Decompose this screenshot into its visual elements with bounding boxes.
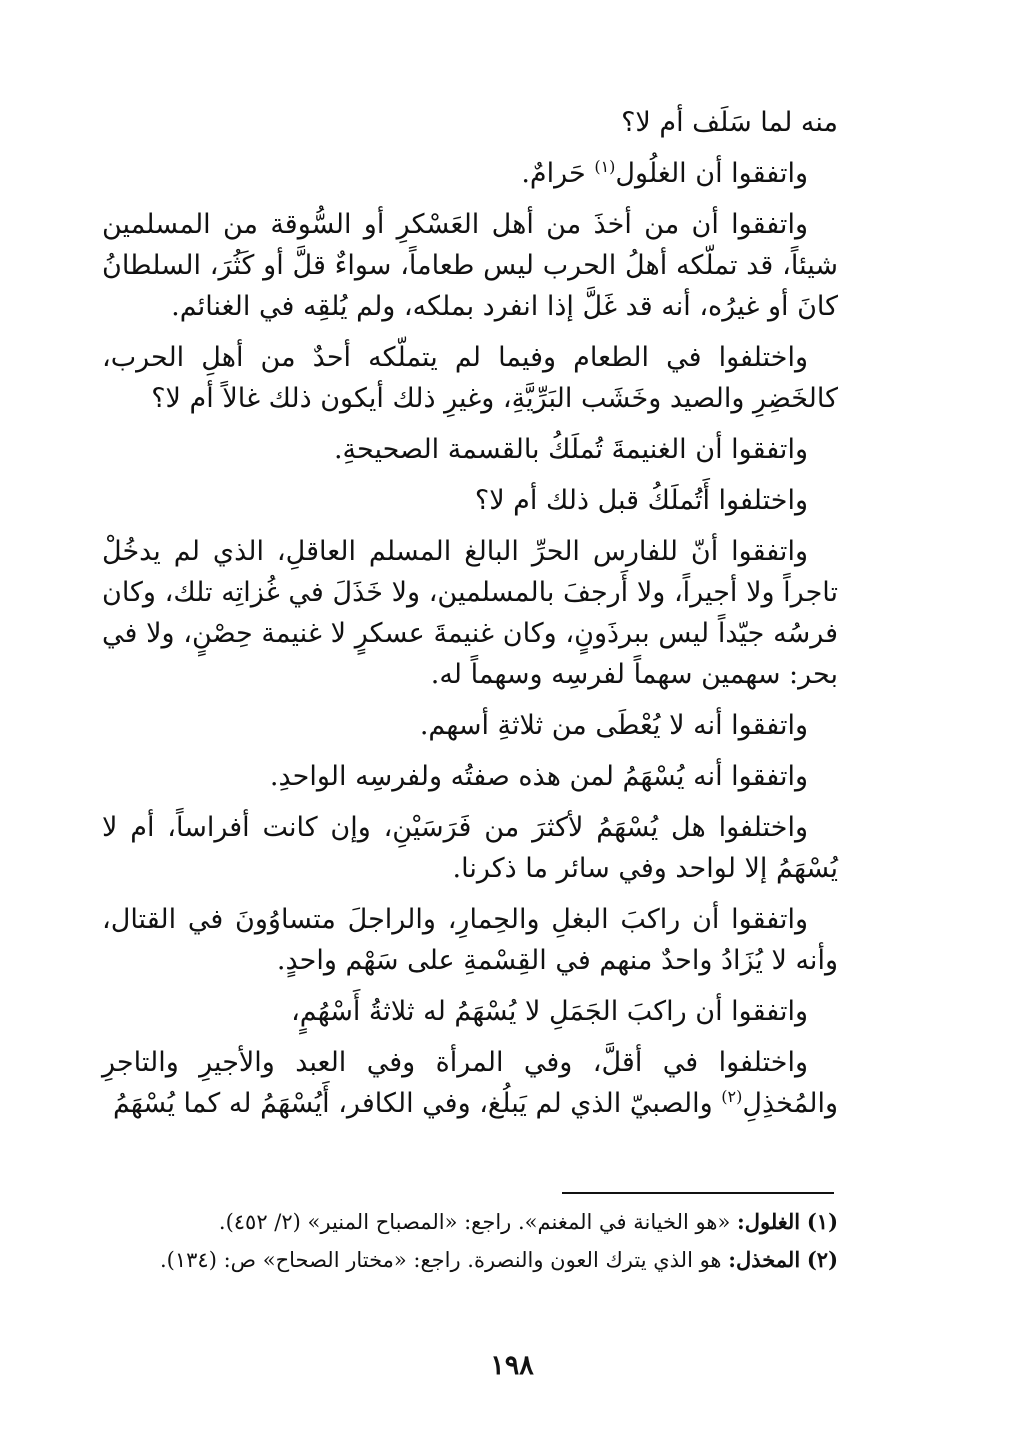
- page-number: ١٩٨: [490, 1350, 534, 1381]
- footnote-text: هو الذي يترك العون والنصرة. راجع: «مختار الصحاح» ص: (١٣٤).: [160, 1248, 729, 1272]
- paragraph-text: والصبيّ الذي لم يَبلُغ، وفي الكافر، أَيُسْهَمُ له كما يُسْهَمُ: [112, 1088, 722, 1119]
- paragraph: منه لما سَلَف أم لا؟: [621, 107, 838, 138]
- footnote-text: «هو الخيانة في المغنم». راجع: «المصباح المنير» (٢/ ٤٥٢).: [218, 1210, 737, 1234]
- paragraph: واتفقوا أنه لا يُعْطَى من ثلاثةِ أسهم.: [419, 710, 808, 741]
- paragraph: واتفقوا أنه يُسْهَمُ لمن هذه صفتُه ولفرسِه الواحدِ.: [269, 761, 808, 792]
- paragraph: [102, 153, 838, 194]
- footnote-reference[interactable]: (١): [594, 157, 616, 176]
- footnote-term: الغلول:: [736, 1209, 801, 1234]
- paragraph: واتفقوا أن راكبَ البغلِ والحِمارِ، والراجلَ متساوُونَ في القتال، وأنه لا يُزَادُ واحدٌ منهم في القِسْمةِ على سَهْم واحدٍ.: [102, 904, 838, 976]
- footnote: [100, 1244, 838, 1276]
- paragraph: [102, 1042, 838, 1124]
- footnote-divider: [562, 1192, 834, 1194]
- paragraph: واتفقوا أنّ للفارس الحرِّ البالغ المسلم العاقلِ، الذي لم يدخُلْ تاجراً ولا أجيراً، ولا أَرجفَ بالمسلمين، ولا خَذَلَ في غُزاتِه تلك، وكان فرسُه جيّداً ليس ببرذَونٍ، وكان غنيمةَ عسكرٍ لا غنيمة حِصْنٍ، ولا في بحر: سهمين سهماً لفرسِه وسهماً له.: [102, 536, 838, 690]
- paragraph: واختلفوا في الطعام وفيما لم يتملّكه أحدٌ من أهلِ الحرب، كالخَضِرِ والصيد وخَشَب البَرِّيَّةِ، وغيرِ ذلك أيكون ذلك غالاً أم لا؟: [102, 342, 838, 414]
- paragraph-text: حَرامٌ.: [521, 158, 595, 189]
- paragraph: واتفقوا أن راكبَ الجَمَلِ لا يُسْهَمُ له ثلاثةُ أَسْهُمٍ،: [291, 996, 808, 1027]
- footnote-number: (٢): [806, 1247, 838, 1272]
- footnote-term: المخذل:: [728, 1247, 801, 1272]
- paragraph: واختلفوا أَتُملَكُ قبل ذلك أم لا؟: [474, 485, 808, 516]
- paragraph-text: واتفقوا أن الغلُول: [615, 158, 808, 189]
- paragraph: واتفقوا أن من أخذَ من أهل العَسْكرِ أو السُّوقة من المسلمين شيئاً، قد تملّكه أهلُ الحرب ليس طعاماً، سواءٌ قلَّ أو كَثُرَ، السلطانُ كانَ أو غيرُه، أنه قد غَلَّ إذا انفرد بملكه، ولم يُلقِه في الغنائم.: [102, 209, 838, 322]
- main-text: [102, 102, 838, 1134]
- footnote-number: (١): [806, 1209, 838, 1234]
- footnotes: [100, 1206, 838, 1282]
- footnote: [100, 1206, 838, 1238]
- paragraph: واتفقوا أن الغنيمةَ تُملَكُ بالقسمة الصحيحةِ.: [333, 434, 808, 465]
- paragraph-text: واختلفوا في أقلَّ، وفي المرأة وفي العبد والأجيرِ والتاجرِ والمُخذِلِ: [102, 1047, 838, 1119]
- footnote-reference[interactable]: (٢): [721, 1087, 743, 1106]
- paragraph: واختلفوا هل يُسْهَمُ لأكثرَ من فَرَسَيْنِ، وإن كانت أفراساً، أم لا يُسْهَمُ إلا لواحد وفي سائر ما ذكرنا.: [102, 812, 838, 884]
